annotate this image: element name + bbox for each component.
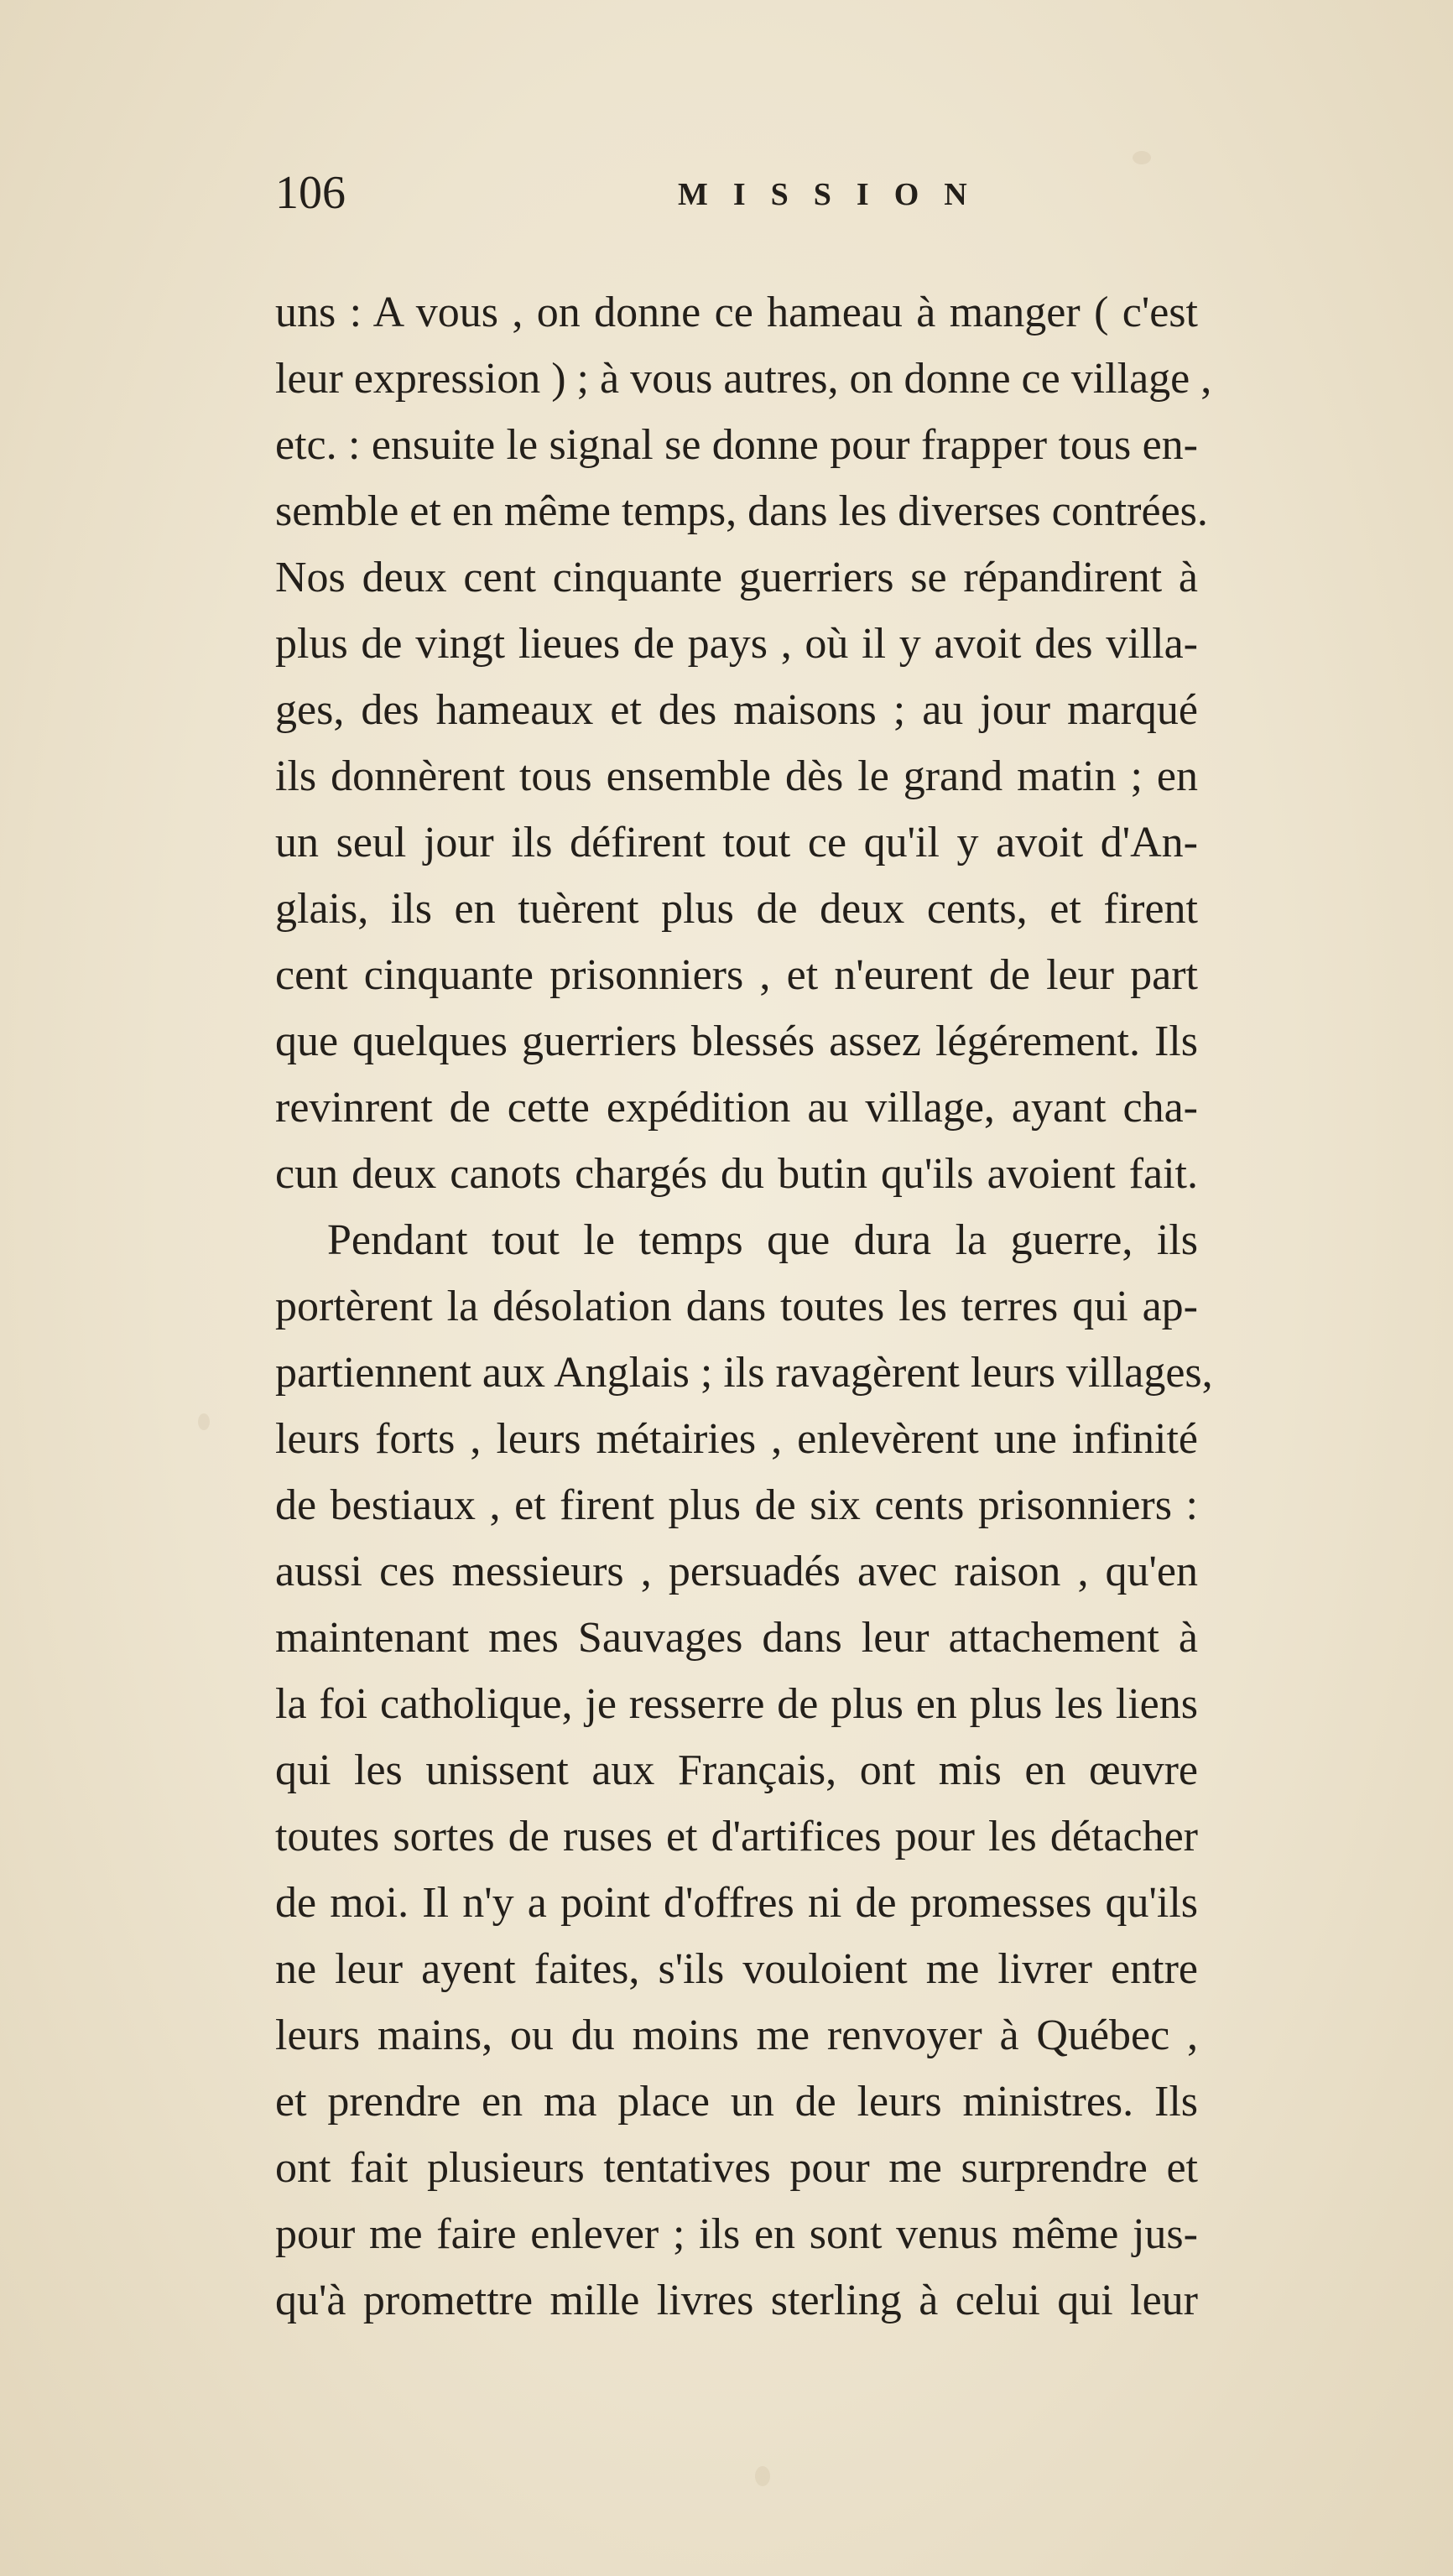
text-line: pour me faire enlever ; ils en sont venus même jus-: [275, 2210, 1198, 2258]
paper-stain: [755, 2466, 770, 2486]
text-line: partiennent aux Anglais ; ils ravagèrent leurs villages,: [275, 1349, 1213, 1397]
text-line: ges, des hameaux et des maisons ; au jour marqué: [275, 686, 1198, 734]
running-title: MISSION: [678, 177, 992, 212]
text-line: aussi ces messieurs , persuadés avec raison , qu'en: [275, 1548, 1198, 1595]
paper-stain: [198, 1413, 210, 1430]
text-line: ont fait plusieurs tentatives pour me surprendre et: [275, 2144, 1198, 2192]
text-line: semble et en même temps, dans les diverses contrées.: [275, 487, 1208, 535]
text-line: leurs forts , leurs métairies , enlevèrent une infinité: [275, 1415, 1198, 1463]
text-line: et prendre en ma place un de leurs ministres. Ils: [275, 2078, 1198, 2126]
text-line: ils donnèrent tous ensemble dès le grand matin ; en: [275, 752, 1198, 800]
text-line: de moi. Il n'y a point d'offres ni de promesses qu'ils: [275, 1879, 1198, 1927]
page-header: [275, 166, 1131, 220]
text-line: glais, ils en tuèrent plus de deux cents, et firent: [275, 885, 1198, 933]
text-line: leur expression ) ; à vous autres, on donne ce village ,: [275, 355, 1212, 403]
text-line: portèrent la désolation dans toutes les terres qui ap-: [275, 1283, 1198, 1330]
text-line: revinrent de cette expédition au village, ayant cha-: [275, 1084, 1198, 1132]
text-line: leurs mains, ou du moins me renvoyer à Québec ,: [275, 2011, 1198, 2059]
text-line: cun deux canots chargés du butin qu'ils avoient fait.: [275, 1150, 1198, 1198]
text-line: un seul jour ils défirent tout ce qu'il y avoit d'An-: [275, 819, 1198, 866]
text-line: qu'à promettre mille livres sterling à celui qui leur: [275, 2277, 1198, 2324]
text-line: cent cinquante prisonniers , et n'eurent de leur part: [275, 951, 1198, 999]
text-line: Nos deux cent cinquante guerriers se répandirent à: [275, 554, 1198, 601]
text-line: de bestiaux , et firent plus de six cents prisonniers :: [275, 1481, 1198, 1529]
text-line: la foi catholique, je resserre de plus en plus les liens: [275, 1680, 1198, 1728]
text-line: qui les unissent aux Français, ont mis en œuvre: [275, 1746, 1198, 1794]
body-text: [275, 279, 1213, 2334]
text-line: etc. : ensuite le signal se donne pour frapper tous en-: [275, 421, 1198, 469]
text-line: ne leur ayent faites, s'ils vouloient me livrer entre: [275, 1945, 1198, 1993]
page-number: 106: [275, 167, 346, 219]
paragraph-first-line: Pendant tout le temps que dura la guerre, ils: [327, 1216, 1198, 1264]
text-line: maintenant mes Sauvages dans leur attachement à: [275, 1614, 1198, 1662]
text-line: plus de vingt lieues de pays , où il y avoit des villa-: [275, 620, 1198, 668]
text-line: toutes sortes de ruses et d'artifices pour les détacher: [275, 1813, 1198, 1860]
text-line: uns : A vous , on donne ce hameau à manger ( c'est: [275, 289, 1198, 336]
paper-stain: [1133, 151, 1151, 164]
text-line: que quelques guerriers blessés assez légérement. Ils: [275, 1017, 1198, 1065]
